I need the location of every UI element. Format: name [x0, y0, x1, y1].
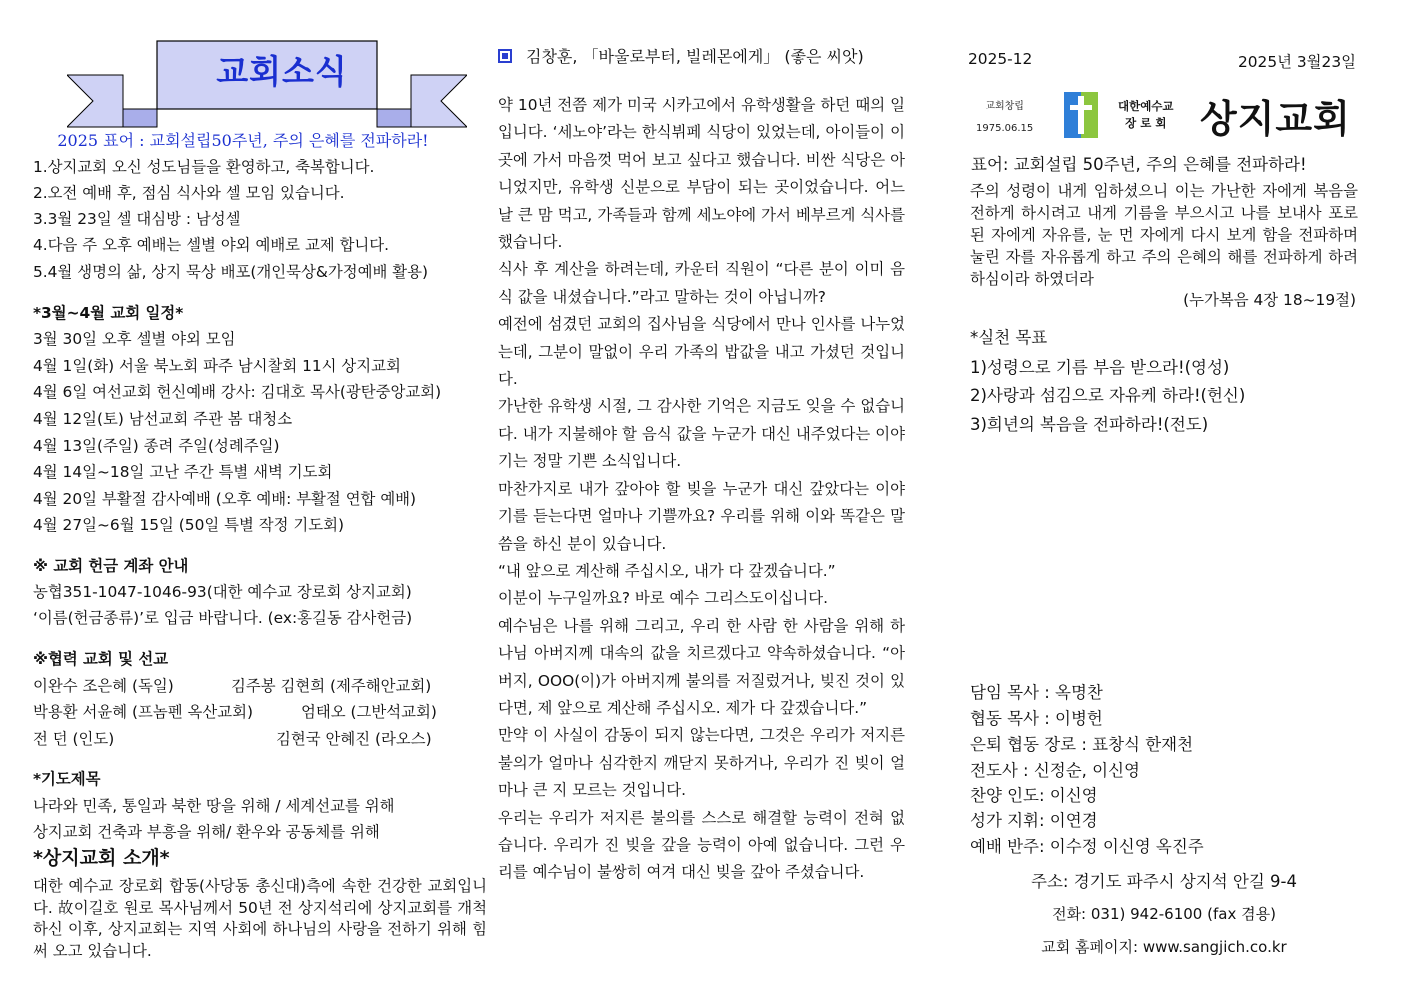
partner-entry: 엄태오 (그반석교회) — [301, 703, 437, 721]
square-bullet-icon — [498, 49, 512, 63]
scripture-reference: (누가복음 4장 18~19절) — [1183, 291, 1356, 309]
denomination-line: 장 로 회 — [1125, 116, 1167, 130]
schedule-item: 3월 30일 오후 셀별 야외 모임 — [33, 330, 236, 348]
partner-entry: 김주봉 김현희 (제주해안교회) — [231, 677, 432, 695]
motto-text: 2025 표어 : 교회설립50주년, 주의 은혜를 전파하라! — [57, 131, 429, 150]
notice-item: 4.다음 주 오후 예배는 셀별 야외 예배로 교제 합니다. — [33, 236, 390, 254]
church-motto: 표어: 교회설립 50주년, 주의 은혜를 전파하라! — [971, 155, 1307, 174]
issue-date: 2025년 3월23일 — [1237, 53, 1356, 71]
essay-paragraph: 예수님은 나를 위해 그리고, 우리 한 사람 한 사람을 위해 하나님 아버지께 대속의 값을 치르겠다고 약속하셨습니다. “아버지, OOO(이)가 아버지께 불의를 저질렀거나, 빚진 것이 있다면, 제 앞으로 계산해 주십시오. 제가 다 갚겠습니다.” — [498, 616, 905, 717]
partners-heading: ※협력 교회 및 선교 — [33, 650, 169, 668]
founded-info — [976, 96, 1033, 140]
essay-paragraph: 만약 이 사실이 감동이 되지 않는다면, 그것은 우리가 저지른 불의가 얼마나 심각한지 깨닫지 못하거나, 우리가 진 빚이 얼마나 큰 지 모르는 것입니다. — [498, 726, 905, 800]
staff-item: 예배 반주: 이수정 이신영 옥진주 — [970, 837, 1204, 856]
schedule-item: 4월 6일 여선교회 헌신예배 강사: 김대호 목사(광탄중앙교회) — [33, 383, 442, 401]
staff-item: 전도사 : 신정순, 이신영 — [970, 761, 1140, 780]
banner-title: 교회소식 — [216, 51, 348, 91]
intro-heading: *상지교회 소개* — [33, 847, 170, 869]
founded-date: 1975.06.15 — [976, 123, 1034, 134]
partner-entry: 박용환 서윤혜 (프놈펜 옥산교회) — [33, 703, 253, 721]
news-banner — [67, 39, 467, 135]
offering-heading: ※ 교회 헌금 계좌 안내 — [33, 557, 189, 575]
offering-line: 농협351-1047-1046-93(대한 예수교 장로회 상지교회) — [33, 583, 412, 601]
notice-item: 5.4월 생명의 삶, 상지 묵상 배포(개인묵상&가정예배 활용) — [33, 263, 428, 281]
schedule-item: 4월 1일(화) 서울 북노회 파주 남시찰회 11시 상지교회 — [33, 357, 401, 375]
schedule-item: 4월 14일~18일 고난 주간 특별 새벽 기도회 — [33, 463, 333, 481]
prayer-item: 나라와 민족, 통일과 북한 땅을 위해 / 세계선교를 위해 — [33, 797, 395, 815]
essay-paragraph: “내 앞으로 계산해 주십시오, 내가 다 갚겠습니다.” — [498, 561, 836, 580]
partner-entry: 이완수 조은혜 (독일) — [33, 677, 174, 695]
essay — [498, 92, 905, 887]
essay-paragraph: 이분이 누구일까요? 바로 예수 그리스도이십니다. — [498, 589, 828, 608]
intro-paragraph: 대한 예수교 장로회 합동(사당동 총신대)측에 속한 건강한 교회입니다. 故이길호 원로 목사님께서 50년 전 상지석리에 상지교회를 개척하신 이후, 상지교회는 지역 사회에 하나님의 사랑을 전하기 위해 힘써 오고 있습니다. — [33, 877, 487, 960]
essay-paragraph: 우리는 우리가 저지른 불의를 스스로 해결할 능력이 전혀 없습니다. 우리가 진 빚을 갚을 능력이 아예 없습니다. 그런 우리를 예수님이 불쌍히 여겨 대신 빚을 갚아 주셨습니다. — [498, 808, 905, 882]
denomination — [1118, 98, 1174, 132]
issue-number: 2025-12 — [968, 50, 1033, 68]
staff-item: 협동 목사 : 이병헌 — [970, 709, 1103, 728]
goal-item: 1)성령으로 기름 부음 받으라!(영성) — [970, 358, 1230, 377]
book-reference — [498, 44, 864, 67]
schedule-item: 4월 12일(토) 남선교회 주관 봄 대청소 — [33, 410, 293, 428]
staff-item: 담임 목사 : 옥명찬 — [970, 683, 1103, 702]
staff-item: 은퇴 협동 장로 : 표창식 한재천 — [970, 735, 1194, 754]
partner-entry: 전 던 (인도) — [33, 730, 115, 748]
schedule-heading: *3월~4월 교회 일정* — [33, 304, 184, 322]
notice-item: 2.오전 예배 후, 점심 식사와 셀 모임 있습니다. — [33, 184, 345, 202]
staff-item: 찬양 인도: 이신영 — [970, 786, 1098, 805]
church-name: 상지교회 — [1200, 97, 1351, 141]
notice-item: 3.3월 23일 셀 대심방 : 남성셀 — [33, 210, 241, 228]
essay-paragraph: 마찬가지로 내가 갚아야 할 빚을 누군가 대신 갚았다는 이야기를 듣는다면 얼마나 기쁠까요? 우리를 위해 이와 똑같은 말씀을 하신 분이 있습니다. — [498, 479, 905, 553]
notice-item: 1.상지교회 오신 성도님들을 환영하고, 축복합니다. — [33, 158, 375, 176]
church-homepage[interactable]: 교회 홈페이지: www.sangjich.co.kr — [1041, 938, 1287, 956]
partner-entry: 김현국 안혜진 (라오스) — [276, 730, 432, 748]
goal-item: 2)사랑과 섬김으로 자유케 하라!(헌신) — [970, 386, 1246, 405]
essay-paragraph: 예전에 섬겼던 교회의 집사님을 식당에서 만나 인사를 나누었는데, 그분이 말없이 우리 가족의 밥값을 내고 가셨던 것입니다. — [498, 315, 905, 389]
scripture-verse: 주의 성령이 내게 임하셨으니 이는 가난한 자에게 복음을 전하게 하시려고 내게 기름을 부으시고 나를 보내사 포로 된 자에게 자유를, 눈 먼 자에게 다시 보게 함을 전파하며 눌린 자를 자유롭게 하고 주의 은혜의 해를 전파하게 하려 하심이라 하였더라 — [970, 182, 1358, 288]
schedule-item: 4월 27일~6월 15일 (50일 특별 작정 기도회) — [33, 516, 345, 534]
schedule-item: 4월 20일 부활절 감사예배 (오후 예배: 부활절 연합 예배) — [33, 490, 417, 508]
church-phone: 전화: 031) 942-6100 (fax 겸용) — [1052, 905, 1276, 923]
offering-line: ‘이름(헌금종류)’로 입금 바랍니다. (ex:홍길동 감사헌금) — [33, 609, 413, 627]
schedule-item: 4월 13일(주일) 종려 주일(성례주일) — [33, 437, 280, 455]
prayer-item: 상지교회 건축과 부흥을 위해/ 환우와 공동체를 위해 — [33, 823, 380, 841]
goal-item: 3)희년의 복음을 전파하라!(전도) — [970, 415, 1209, 434]
book-title: 김창훈, 「바울로부터, 빌레몬에게」 (좋은 씨앗) — [526, 47, 864, 66]
essay-paragraph: 약 10년 전쯤 제가 미국 시카고에서 유학생활을 하던 때의 일입니다. ‘세노야’라는 한식뷔페 식당이 있었는데, 아이들이 이곳에 가서 마음껏 먹어 보고 싶다고 했습니다. 비싼 식당은 아니었지만, 유학생 신분으로 부담이 되는 곳이었습니다. 어느 날 큰 맘 먹고, 가족들과 함께 세노야에 가서 베부르게 식사를 했습니다. — [498, 96, 905, 252]
denomination-line: 대한예수교 — [1118, 99, 1174, 113]
founded-label: 교회창립 — [985, 101, 1024, 112]
cross-logo-icon — [1064, 92, 1098, 138]
essay-paragraph: 식사 후 계산을 하려는데, 카운터 직원이 “다른 분이 이미 음식 값을 내셨습니다.”라고 말하는 것이 아닙니까? — [498, 260, 905, 306]
church-address: 주소: 경기도 파주시 상지석 안길 9-4 — [1031, 872, 1297, 891]
essay-paragraph: 가난한 유학생 시절, 그 감사한 기억은 지금도 잊을 수 없습니다. 내가 지불해야 할 음식 값을 누군가 대신 내주었다는 이야기는 정말 기쁜 소식입니다. — [498, 397, 905, 471]
goals-heading: *실천 목표 — [970, 328, 1048, 347]
prayer-heading: *기도제목 — [33, 770, 101, 788]
staff-item: 성가 지휘: 이연경 — [970, 811, 1098, 830]
